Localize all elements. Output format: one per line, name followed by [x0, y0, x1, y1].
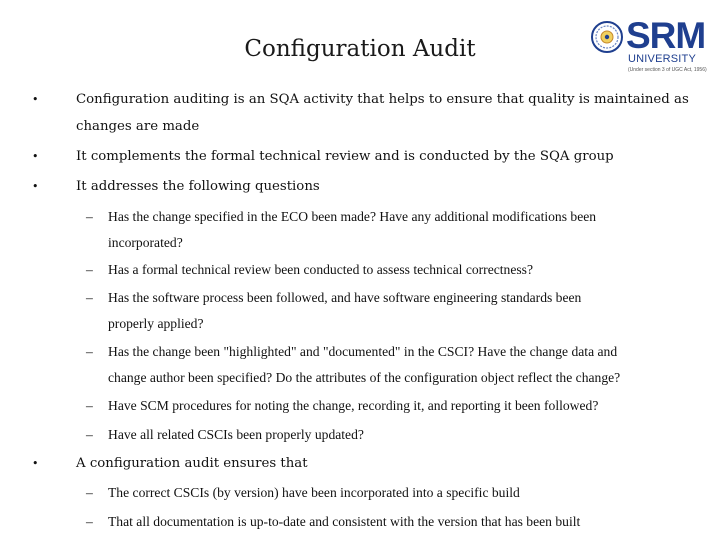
- bullet-mark: •: [32, 150, 39, 163]
- question-continuation: [108, 370, 620, 386]
- question-text: Has the software process been followed, and have software engineering standards been: [108, 290, 582, 305]
- audit-text: The correct CSCIs (by version) have been incorporated into a specific build: [108, 485, 520, 500]
- slide-title: Configuration Audit: [244, 36, 476, 62]
- question-item: [86, 398, 599, 414]
- logo-subtitle: UNIVERSITY: [628, 53, 697, 65]
- question-text: Have all related CSCIs been properly updated?: [108, 427, 364, 442]
- question-item: [86, 427, 364, 443]
- audit-text: That all documentation is up-to-date and consistent with the version that has been built: [108, 514, 581, 529]
- question-text: properly applied?: [108, 316, 204, 331]
- srm-university-logo: [590, 15, 707, 76]
- logo-wordmark: SRM: [626, 15, 706, 56]
- bullet-item: [32, 92, 689, 108]
- dash-mark: –: [86, 344, 93, 359]
- dash-mark: –: [86, 485, 93, 500]
- bullet-continuation: [76, 119, 199, 135]
- question-text: incorporated?: [108, 235, 183, 250]
- dash-mark: –: [86, 427, 93, 442]
- audit-item: [86, 514, 581, 530]
- question-item: [86, 344, 618, 360]
- university-seal-icon: [591, 21, 623, 53]
- dash-mark: –: [86, 262, 93, 277]
- bullet-item: [32, 456, 308, 472]
- question-text: Has the change specified in the ECO been made? Have any additional modifications been: [108, 209, 597, 224]
- question-text: change author been specified? Do the attributes of the configuration object reflect the change?: [108, 370, 621, 385]
- dash-mark: –: [86, 398, 93, 413]
- bullet-mark: •: [32, 180, 39, 193]
- question-continuation: [108, 235, 183, 251]
- audit-item: [86, 485, 520, 501]
- bullet-text: Configuration auditing is an SQA activity that helps to ensure that quality is maintained as: [76, 92, 689, 107]
- question-item: [86, 209, 597, 225]
- dash-mark: –: [86, 514, 93, 529]
- bullet-text: A configuration audit ensures that: [76, 456, 308, 471]
- bullet-mark: •: [32, 93, 39, 106]
- bullet-item: [32, 149, 614, 165]
- bullet-text: It complements the formal technical review and is conducted by the SQA group: [76, 149, 614, 164]
- dash-mark: –: [86, 290, 93, 305]
- bullet-item: [32, 179, 320, 195]
- question-continuation: [108, 316, 204, 332]
- question-text: Have SCM procedures for noting the change, recording it, and reporting it been followed?: [108, 398, 599, 413]
- bullet-text: changes are made: [76, 119, 200, 134]
- question-text: Has the change been "highlighted" and "documented" in the CSCI? Have the change data and: [108, 344, 618, 359]
- question-item: [86, 262, 533, 278]
- dash-mark: –: [86, 209, 93, 224]
- logo-tagline: (Under section 3 of UGC Act, 1956): [628, 67, 707, 73]
- bullet-text: It addresses the following questions: [76, 179, 320, 194]
- bullet-mark: •: [32, 457, 39, 470]
- question-item: [86, 290, 582, 306]
- question-text: Has a formal technical review been conducted to assess technical correctness?: [108, 262, 533, 277]
